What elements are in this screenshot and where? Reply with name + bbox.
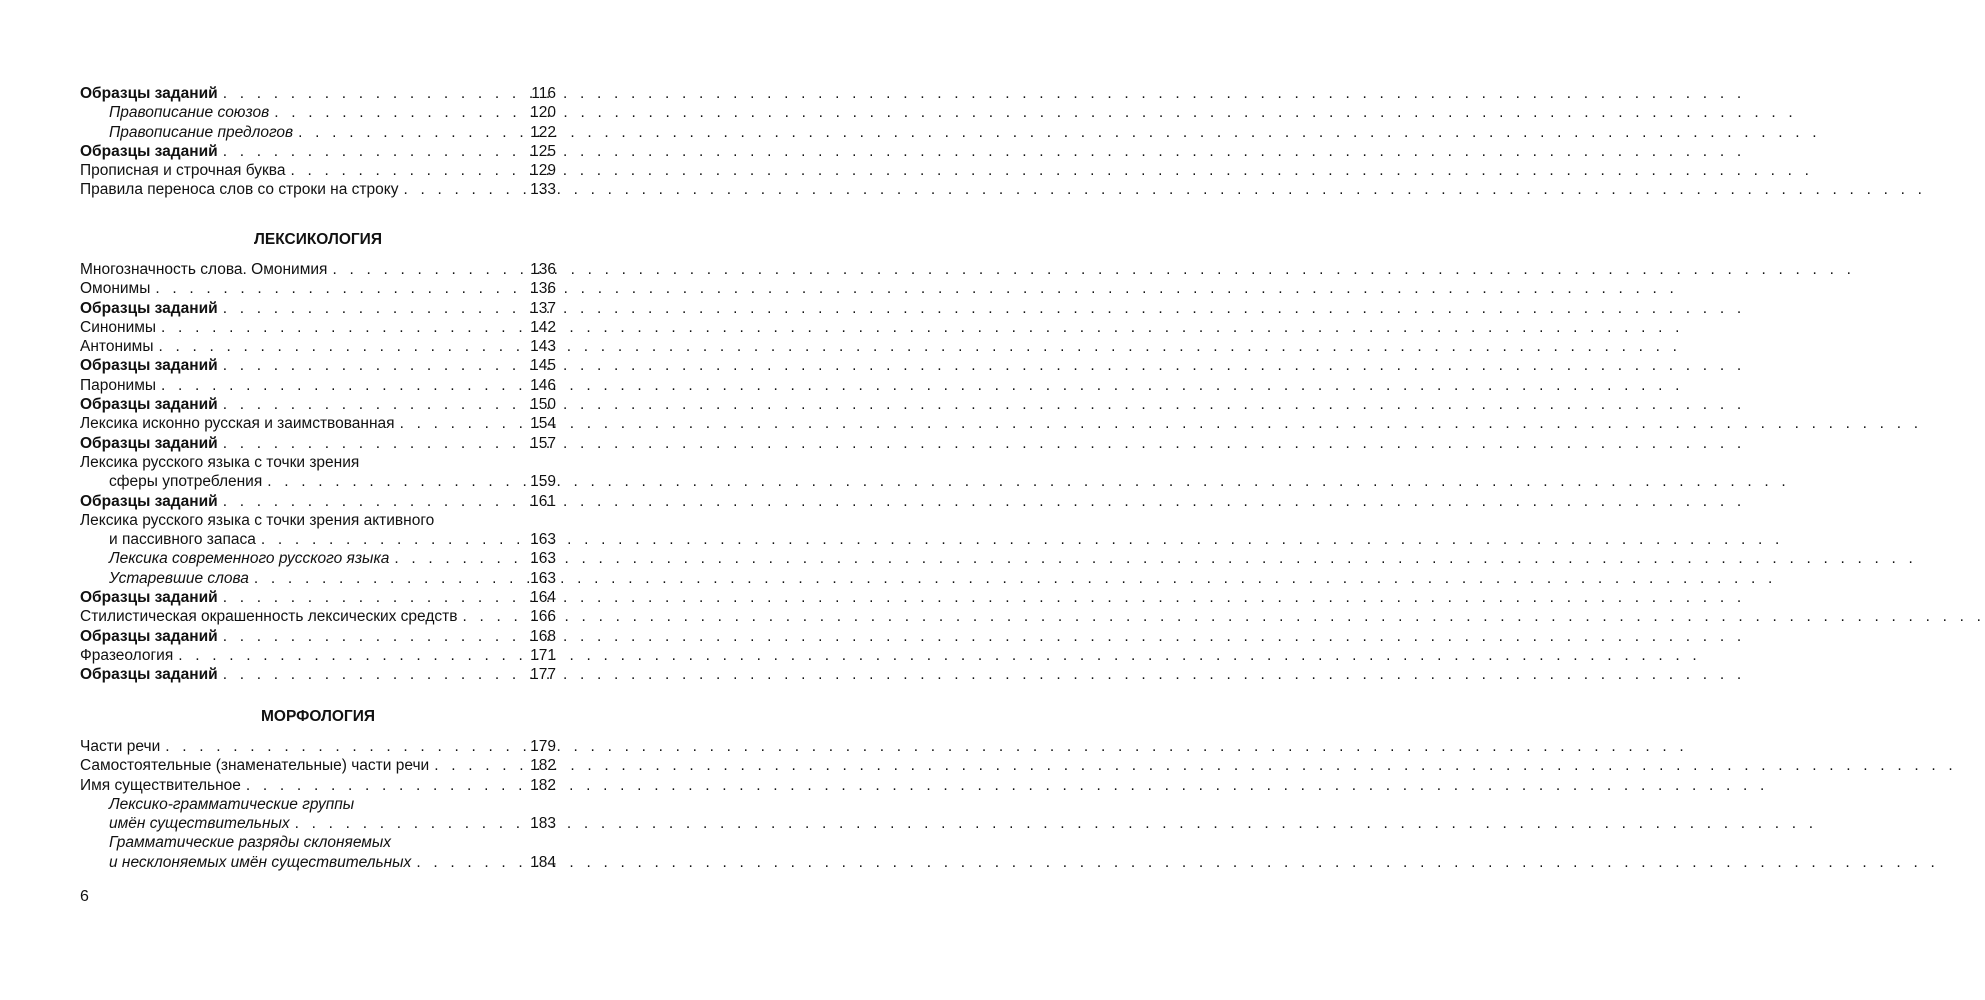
toc-entry-page: 166 (530, 608, 556, 626)
toc-entry-title: Образцы заданий (80, 142, 218, 160)
toc-entry-title: сферы употребления (109, 473, 263, 491)
toc-entry (80, 588, 556, 607)
dot-leader (218, 299, 530, 318)
toc-entry (80, 453, 556, 472)
toc-entry-page: 163 (530, 550, 556, 568)
toc-entry (80, 756, 556, 775)
dot-leader (285, 161, 530, 180)
dot-leader (256, 530, 530, 549)
toc-entry-page: 129 (530, 162, 556, 180)
section-heading: МОРФОЛОГИЯ (260, 708, 375, 725)
toc-entry-page: 161 (530, 492, 556, 510)
toc-entry (80, 737, 556, 756)
toc-entry (80, 103, 556, 122)
dot-leader (218, 142, 530, 161)
toc-entry (80, 607, 556, 626)
dot-leader (241, 776, 530, 795)
toc-entry-page: 154 (530, 415, 556, 433)
toc-entry-title: Паронимы (80, 376, 157, 394)
toc-entry-page: 145 (530, 357, 556, 375)
toc-entry (80, 356, 556, 375)
toc-entry-title: и несклоняемых имён существительных (109, 853, 412, 871)
toc-entry-page: 120 (530, 104, 556, 122)
toc-entry (80, 569, 556, 588)
toc-entry (80, 376, 556, 395)
toc-entry-page: 125 (530, 142, 556, 160)
toc-entry-title: Правила переноса слов со строки на строку (80, 181, 399, 199)
toc-entry-title: Образцы заданий (80, 666, 218, 684)
toc-entry-title: Синонимы (80, 318, 157, 336)
toc-entry-page: 150 (530, 396, 556, 414)
toc-entry (80, 776, 556, 795)
dot-leader (160, 737, 530, 756)
toc-entry (80, 161, 556, 180)
toc-entry (80, 627, 556, 646)
toc-entry (80, 814, 556, 833)
toc-entry-page: 182 (530, 776, 556, 794)
toc-entry-title: Многозначность слова. Омонимия (80, 261, 328, 278)
toc-entry-page: 116 (531, 85, 556, 102)
dot-leader (218, 356, 530, 375)
dot-leader (218, 492, 530, 511)
toc-entry-page: 137 (530, 299, 556, 317)
toc-entry (80, 646, 556, 665)
toc-entry (80, 142, 556, 161)
dot-leader (290, 814, 530, 833)
toc-entry-page: 179 (530, 738, 556, 755)
toc-entry-page: 183 (530, 815, 556, 833)
toc-section-continued (80, 84, 556, 200)
dot-leader (173, 646, 530, 665)
toc-entry-title: Образцы заданий (80, 85, 218, 102)
dot-leader (153, 337, 530, 356)
toc-entry-page: 142 (530, 318, 556, 336)
toc-entry-title: Омонимы (80, 280, 151, 298)
dot-leader (429, 756, 530, 775)
toc-entry-title: Прописная и строчная буква (80, 162, 286, 180)
toc-entry-title: Лексика исконно русская и заимствованная (80, 415, 395, 433)
toc-entry-page: 164 (530, 589, 556, 607)
toc-entry (80, 395, 556, 414)
toc-entry-page: 171 (530, 646, 556, 664)
toc-entry-title: Образцы заданий (80, 627, 218, 645)
toc-entry-title: Лексика современного русского языка (109, 550, 390, 568)
toc-entry-title: Имя существительное (80, 776, 241, 794)
dot-leader (218, 588, 530, 607)
dot-leader (218, 665, 530, 684)
dot-leader (156, 376, 530, 395)
toc-entry-title: Стилистическая окрашенность лексических средств (80, 608, 458, 626)
toc-entry-page: 163 (530, 531, 556, 549)
toc-entry-title: Устаревшие слова (109, 569, 249, 587)
dot-leader (156, 318, 530, 337)
dot-leader (150, 279, 530, 298)
dot-leader (218, 627, 530, 646)
toc-entry-title: Образцы заданий (80, 589, 218, 607)
toc-entry-page: 182 (530, 757, 556, 775)
dot-leader (262, 472, 530, 491)
dot-leader (218, 84, 530, 103)
toc-entry (80, 795, 556, 814)
toc-entry-page: 122 (530, 123, 556, 141)
toc-entry-page: 143 (530, 338, 556, 356)
toc-entry (80, 472, 556, 491)
dot-leader (398, 180, 530, 199)
toc-entry-title: Антонимы (80, 338, 154, 356)
toc-entry-title: Фразеология (80, 646, 174, 664)
toc-entry (80, 84, 556, 103)
toc-entry-title: Образцы заданий (80, 299, 218, 317)
toc-entry-page: 136 (530, 261, 556, 278)
dot-leader (249, 569, 530, 588)
toc-entry (80, 260, 556, 279)
dot-leader (218, 395, 530, 414)
page-number: 6 (80, 888, 89, 905)
toc-entry (80, 530, 556, 549)
toc-entry-page: 136 (530, 280, 556, 298)
toc-entry (80, 337, 556, 356)
dot-leader (395, 414, 530, 433)
toc-entry (80, 123, 556, 142)
toc-entry-title: Образцы заданий (80, 434, 218, 452)
toc-entry-page: 163 (530, 569, 556, 587)
toc-entry-title: и пассивного запаса (109, 531, 256, 549)
toc-entry (80, 299, 556, 318)
toc-entry-title: Лексика русского языка с точки зрения активного (80, 511, 435, 529)
toc-entry (80, 853, 556, 872)
toc-section-lexicology (80, 230, 556, 685)
toc-entry (80, 549, 556, 568)
toc-entry (80, 492, 556, 511)
toc-entry-title: Части речи (80, 738, 161, 755)
toc-entry-page: 146 (530, 376, 556, 394)
toc-entry-title: имён существительных (109, 815, 290, 833)
toc-entry-title: Грамматические разряды склоняемых (109, 834, 392, 852)
toc-entry-title: Образцы заданий (80, 357, 218, 375)
toc-entry (80, 511, 556, 530)
toc-entry-title: Правописание союзов (109, 104, 270, 122)
toc-entry-page: 157 (530, 434, 556, 452)
toc-entry-page: 133 (530, 181, 556, 199)
toc-entry-page: 184 (530, 853, 556, 871)
toc-entry (80, 180, 556, 199)
toc-entry (80, 434, 556, 453)
toc-entry (80, 318, 556, 337)
toc-section-morphology (80, 707, 556, 872)
dot-leader (457, 607, 530, 626)
toc-entry (80, 414, 556, 433)
toc-entry (80, 279, 556, 298)
dot-leader (327, 260, 530, 279)
toc-entry-page: 159 (530, 473, 556, 491)
toc-entry-title: Самостоятельные (знаменательные) части речи (80, 757, 430, 775)
toc-entry (80, 665, 556, 684)
dot-leader (293, 123, 530, 142)
dot-leader (218, 434, 530, 453)
toc-entry-title: Лексико-грамматические группы (109, 795, 355, 813)
toc-entry-title: Образцы заданий (80, 492, 218, 510)
section-heading: ЛЕКСИКОЛОГИЯ (254, 231, 382, 248)
toc-entry-page: 168 (530, 627, 556, 645)
toc-entry-title: Образцы заданий (80, 396, 218, 414)
toc-entry (80, 833, 556, 852)
toc-entry-title: Лексика русского языка с точки зрения (80, 453, 360, 471)
dot-leader (389, 549, 530, 568)
dot-leader (269, 103, 530, 122)
toc-entry-page: 177 (530, 666, 556, 684)
dot-leader (411, 853, 530, 872)
toc-entry-title: Правописание предлогов (109, 123, 294, 141)
